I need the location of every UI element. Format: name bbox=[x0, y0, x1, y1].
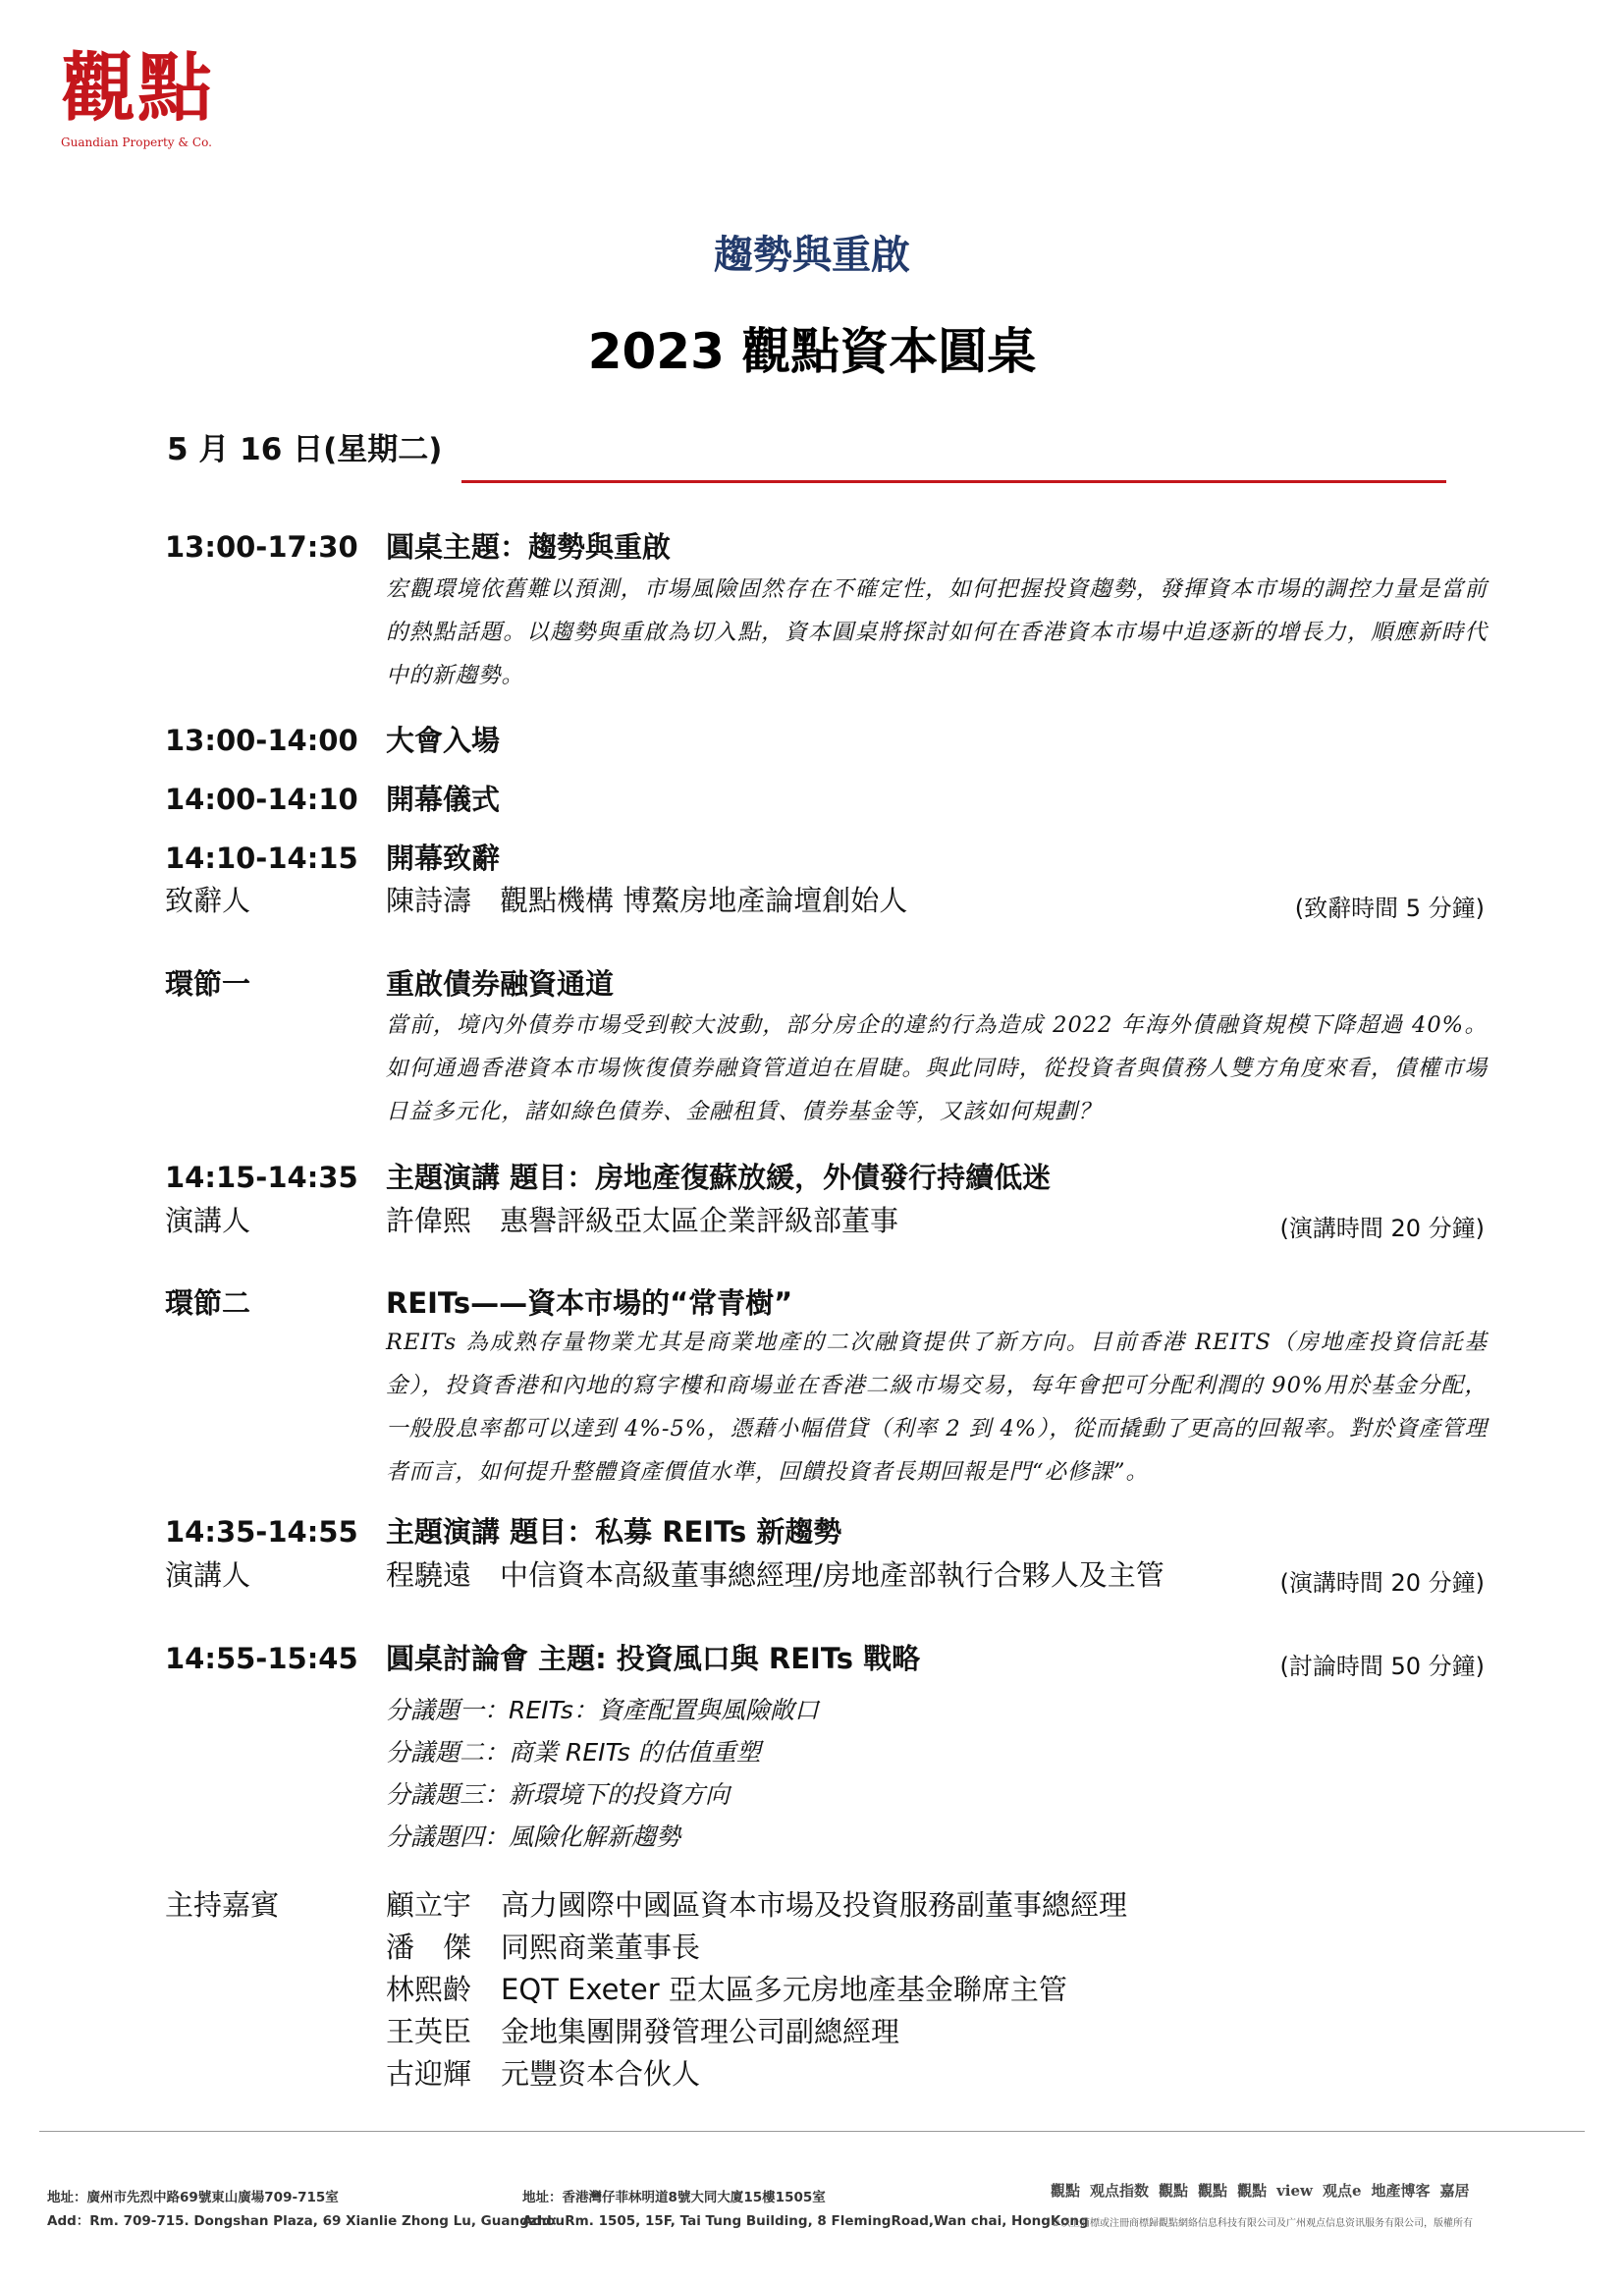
session1-description: 當前，境內外債券市場受到較大波動，部分房企的違約行為造成 2022 年海外債融資規模下降超過 40%。如何通過香港資本市場恢復債券融資管道迫在眉睫。與此同時，從投資者與債務人雙方角度來看，債權市場日益多元化，諸如綠色債券、金融租賃、債券基金等，又該如何規劃？ bbox=[386, 1012, 1488, 1124]
session2-heading: REITs——資本市場的“常青樹” bbox=[386, 1286, 793, 1320]
session1-heading: 重啟債券融資通道 bbox=[386, 967, 615, 1001]
main-time: 13:00-17:30 bbox=[165, 530, 358, 564]
keynote1-role-label: 演講人 bbox=[165, 1204, 251, 1237]
guest-name: 潘 傑 bbox=[386, 1931, 472, 1964]
address-hongkong-en: Add：Rm. 1505, 15F, Tai Tung Building, 8 FlemingRoad,Wan chai, HongKong bbox=[522, 2213, 1089, 2229]
keynote2-heading: 主題演講 題目：私募 REITs 新趨勢 bbox=[386, 1515, 842, 1549]
brand-logo: 地產博客 bbox=[1371, 2182, 1431, 2200]
panel-duration: (討論時間 50 分鐘) bbox=[1279, 1653, 1485, 1680]
brand-logos bbox=[1051, 2180, 1470, 2201]
guest-name: 林熙齡 bbox=[386, 1973, 472, 2006]
keynote2-time: 14:35-14:55 bbox=[165, 1515, 358, 1549]
guest-title: 元豐资本合伙人 bbox=[501, 2057, 701, 2091]
session2-description: REITs 為成熟存量物業尤其是商業地產的二次融資提供了新方向。目前香港 REITS（房地產投資信託基金），投資香港和內地的寫字樓和商場並在香港二級市場交易，每年會把可分配利潤的 90%用於基金分配，一般股息率都可以達到 4%-5%，憑藉小幅借貸（利率 2 到 4%），從而撬動了更高的回報率。對於資產管理者而言，如何提升整體資產價值水準，回饋投資者長期回報是門“必修課”。 bbox=[386, 1330, 1488, 1485]
panel-topic: 分議題一：REITs：資產配置與風險敞口 bbox=[386, 1696, 819, 1724]
panel-heading: 圓桌討論會 主題: 投資風口與 REITs 戰略 bbox=[386, 1642, 921, 1675]
guest-title: 高力國際中國區資本市場及投資服務副董事總經理 bbox=[501, 1888, 1128, 1922]
brand-logo: 觀點 bbox=[1237, 2182, 1268, 2200]
keynote2-person: 程驍遠 中信資本高級董事總經理/房地產部執行合夥人及主管 bbox=[386, 1558, 1164, 1592]
guest-name: 顧立宇 bbox=[386, 1888, 472, 1922]
speech-heading: 開幕致辭 bbox=[386, 842, 501, 875]
keynote2-role-label: 演講人 bbox=[165, 1558, 251, 1592]
speech-time: 14:10-14:15 bbox=[165, 842, 358, 875]
address-hongkong-cn: 地址：香港灣仔菲林明道8號大同大廈15樓1505室 bbox=[522, 2190, 826, 2205]
brand-logo: 嘉居 bbox=[1439, 2182, 1470, 2200]
guest-name: 古迎輝 bbox=[386, 2057, 472, 2091]
keynote1-duration: (演講時間 20 分鐘) bbox=[1279, 1215, 1485, 1242]
panel-time: 14:55-15:45 bbox=[165, 1642, 358, 1675]
panel-topic: 分議題二：商業 REITs 的估值重塑 bbox=[386, 1738, 761, 1767]
keynote2-duration: (演講時間 20 分鐘) bbox=[1279, 1569, 1485, 1597]
page-title: 2023 觀點資本圓桌 bbox=[587, 323, 1037, 380]
guests-label: 主持嘉賓 bbox=[165, 1888, 280, 1922]
entry-heading: 大會入場 bbox=[386, 724, 501, 757]
guest-title: 同熙商業董事長 bbox=[501, 1931, 701, 1964]
keynote1-person: 許偉熙 惠譽評級亞太區企業評級部董事 bbox=[386, 1204, 899, 1237]
brand-logo: 觀點 bbox=[1159, 2182, 1189, 2200]
guest-title: 金地集團開發管理公司副總經理 bbox=[501, 2015, 900, 2048]
opening-time: 14:00-14:10 bbox=[165, 783, 358, 816]
main-description: 宏觀環境依舊難以預測，市場風險固然存在不確定性，如何把握投資趨勢，發揮資本市場的調控力量是當前的熱點話題。以趨勢與重啟為切入點，資本圓桌將探討如何在香港資本市場中追逐新的增長力，順應新時代中的新趨勢。 bbox=[386, 576, 1488, 688]
opening-heading: 開幕儀式 bbox=[386, 783, 501, 816]
brand-logo: 观点e bbox=[1322, 2182, 1362, 2200]
address-guangzhou-en: Add：Rm. 709-715. Dongshan Plaza, 69 Xianlie Zhong Lu, Guangzhou bbox=[47, 2213, 566, 2229]
main-heading: 圓桌主題：趨勢與重啟 bbox=[386, 530, 672, 564]
logo-subtitle: Guandian Property & Co. bbox=[61, 136, 212, 149]
guest-title: EQT Exeter 亞太區多元房地產基金聯席主管 bbox=[501, 1973, 1067, 2006]
divider bbox=[461, 480, 1446, 483]
brand-logo: 觀點 bbox=[1198, 2182, 1228, 2200]
brand-logo: view bbox=[1276, 2181, 1313, 2200]
brand-logo: 觀點 bbox=[1051, 2182, 1081, 2200]
session2-label: 環節二 bbox=[165, 1286, 251, 1320]
keynote1-time: 14:15-14:35 bbox=[165, 1161, 358, 1194]
guest-name: 王英臣 bbox=[386, 2015, 472, 2048]
address-guangzhou-cn: 地址：廣州市先烈中路69號東山廣場709-715室 bbox=[47, 2190, 339, 2205]
keynote1-heading: 主題演講 題目：房地產復蘇放緩，外債發行持續低迷 bbox=[386, 1161, 1052, 1194]
session1-label: 環節一 bbox=[165, 967, 251, 1001]
event-date: 5 月 16 日(星期二) bbox=[167, 432, 443, 467]
logo: 觀點 bbox=[61, 44, 214, 132]
panel-topic: 分議題三：新環境下的投資方向 bbox=[386, 1780, 731, 1809]
footer-divider bbox=[39, 2131, 1585, 2132]
panel-topic: 分議題四：風險化解新趨勢 bbox=[386, 1823, 681, 1851]
page-subtitle: 趨勢與重啟 bbox=[714, 233, 910, 278]
entry-time: 13:00-14:00 bbox=[165, 724, 358, 757]
copyright-notice: ©以上商標或注冊商標歸觀點網絡信息科技有限公司及广州观点信息资讯服务有限公司，版權所有 bbox=[1051, 2218, 1473, 2229]
speech-duration: (致辭時間 5 分鐘) bbox=[1294, 895, 1485, 922]
speech-role-label: 致辭人 bbox=[165, 884, 251, 917]
speech-person: 陳詩濤 觀點機構 博鰲房地產論壇創始人 bbox=[386, 884, 908, 917]
brand-logo: 观点指数 bbox=[1090, 2182, 1150, 2200]
